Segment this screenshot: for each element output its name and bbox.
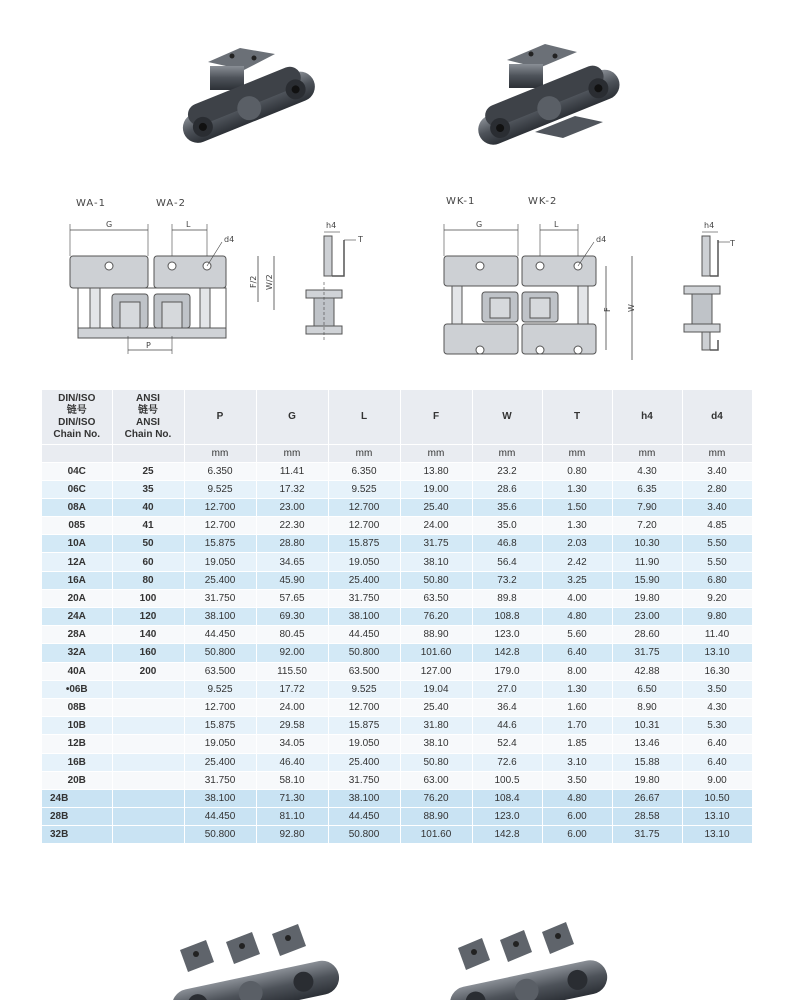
table-row — [42, 535, 752, 553]
ansi-cell: 200 — [112, 662, 184, 680]
value-cell: 1.60 — [542, 698, 612, 716]
wa2-label: WA-2 — [156, 198, 186, 209]
value-cell: 31.750 — [328, 589, 400, 607]
value-cell: 9.525 — [328, 680, 400, 698]
table-row — [42, 517, 752, 535]
value-cell: 25.40 — [400, 698, 472, 716]
value-cell: 7.20 — [612, 517, 682, 535]
value-cell: 31.75 — [612, 644, 682, 662]
value-cell: 17.32 — [256, 480, 328, 498]
value-cell: 25.400 — [328, 571, 400, 589]
value-cell: 38.10 — [400, 735, 472, 753]
value-cell: 9.00 — [682, 771, 752, 789]
value-cell: 108.8 — [472, 608, 542, 626]
value-cell: 23.2 — [472, 462, 542, 480]
value-cell: 34.05 — [256, 735, 328, 753]
ansi-cell — [112, 771, 184, 789]
value-cell: 35.0 — [472, 517, 542, 535]
value-cell: 4.80 — [542, 789, 612, 807]
wk-dim-f: F — [603, 307, 612, 312]
value-cell: 5.50 — [682, 553, 752, 571]
value-cell: 38.100 — [328, 608, 400, 626]
value-cell: 57.65 — [256, 589, 328, 607]
value-cell: 26.67 — [612, 789, 682, 807]
chain-photo-wk — [465, 40, 635, 150]
ansi-cell — [112, 789, 184, 807]
value-cell: 38.10 — [400, 553, 472, 571]
header-d4: d4 — [682, 390, 752, 444]
unit-cell: mm — [256, 444, 328, 462]
value-cell: 2.80 — [682, 480, 752, 498]
table-row — [42, 571, 752, 589]
value-cell: 10.50 — [682, 789, 752, 807]
value-cell: 50.800 — [328, 826, 400, 844]
value-cell: 76.20 — [400, 789, 472, 807]
table-units-row — [42, 444, 752, 462]
value-cell: 29.58 — [256, 717, 328, 735]
header-f: F — [400, 390, 472, 444]
value-cell: 16.30 — [682, 662, 752, 680]
value-cell: 44.450 — [328, 626, 400, 644]
value-cell: 31.750 — [328, 771, 400, 789]
wk-dim-d4: d4 — [596, 235, 607, 244]
wa-dim-t: T — [358, 235, 363, 244]
wk2-label: WK-2 — [528, 196, 558, 207]
value-cell: 13.80 — [400, 462, 472, 480]
value-cell: 6.35 — [612, 480, 682, 498]
ansi-cell: 50 — [112, 535, 184, 553]
value-cell: 6.80 — [682, 571, 752, 589]
value-cell: 19.050 — [184, 553, 256, 571]
value-cell: 31.750 — [184, 589, 256, 607]
ansi-cell — [112, 735, 184, 753]
wk-dim-t: T — [730, 239, 735, 248]
ansi-cell: 25 — [112, 462, 184, 480]
wa-attachment-diagram — [40, 190, 380, 365]
ansi-cell: 140 — [112, 626, 184, 644]
value-cell: 15.875 — [184, 717, 256, 735]
value-cell: 31.75 — [612, 826, 682, 844]
table-row — [42, 626, 752, 644]
value-cell: 92.80 — [256, 826, 328, 844]
table-body — [42, 462, 752, 844]
value-cell: 52.4 — [472, 735, 542, 753]
value-cell: 76.20 — [400, 608, 472, 626]
value-cell: 58.10 — [256, 771, 328, 789]
value-cell: 50.80 — [400, 571, 472, 589]
ansi-cell: 160 — [112, 644, 184, 662]
value-cell: 6.40 — [542, 644, 612, 662]
value-cell: 46.8 — [472, 535, 542, 553]
wa-dim-h4: h4 — [326, 221, 337, 230]
value-cell: 8.00 — [542, 662, 612, 680]
value-cell: 5.60 — [542, 626, 612, 644]
value-cell: 4.85 — [682, 517, 752, 535]
value-cell: 0.80 — [542, 462, 612, 480]
value-cell: 142.8 — [472, 644, 542, 662]
unit-cell-empty — [42, 444, 112, 462]
value-cell: 1.85 — [542, 735, 612, 753]
value-cell: 25.400 — [328, 753, 400, 771]
value-cell: 123.0 — [472, 626, 542, 644]
value-cell: 19.00 — [400, 480, 472, 498]
header-g: G — [256, 390, 328, 444]
chain-no-cell: 12A — [42, 553, 112, 571]
chain-photo-wa — [170, 40, 330, 150]
value-cell: 15.875 — [184, 535, 256, 553]
value-cell: 19.04 — [400, 680, 472, 698]
header-l: L — [328, 390, 400, 444]
roller-chain-attachment-image — [170, 40, 330, 150]
header-w: W — [472, 390, 542, 444]
ansi-cell — [112, 753, 184, 771]
chain-no-cell: 08B — [42, 698, 112, 716]
value-cell: 15.875 — [328, 717, 400, 735]
value-cell: 17.72 — [256, 680, 328, 698]
value-cell: 72.6 — [472, 753, 542, 771]
table-row — [42, 644, 752, 662]
value-cell: 92.00 — [256, 644, 328, 662]
value-cell: 31.75 — [400, 535, 472, 553]
value-cell: 100.5 — [472, 771, 542, 789]
header-din-iso: DIN/ISO 链号 DIN/ISO Chain No. — [42, 390, 112, 444]
value-cell: 38.100 — [184, 608, 256, 626]
value-cell: 15.875 — [328, 535, 400, 553]
value-cell: 9.525 — [184, 680, 256, 698]
wa1-label: WA-1 — [76, 198, 106, 209]
value-cell: 4.30 — [612, 462, 682, 480]
value-cell: 73.2 — [472, 571, 542, 589]
value-cell: 69.30 — [256, 608, 328, 626]
value-cell: 35.6 — [472, 498, 542, 516]
value-cell: 31.80 — [400, 717, 472, 735]
value-cell: 28.6 — [472, 480, 542, 498]
value-cell: 25.400 — [184, 753, 256, 771]
unit-cell: mm — [682, 444, 752, 462]
table-row — [42, 589, 752, 607]
chain-no-cell: 10A — [42, 535, 112, 553]
wa-dim-g: G — [106, 220, 113, 229]
value-cell: 25.40 — [400, 498, 472, 516]
ansi-cell — [112, 717, 184, 735]
ansi-cell — [112, 698, 184, 716]
value-cell: 19.050 — [184, 735, 256, 753]
value-cell: 63.00 — [400, 771, 472, 789]
value-cell: 50.80 — [400, 753, 472, 771]
table-row — [42, 608, 752, 626]
unit-cell: mm — [184, 444, 256, 462]
value-cell: 13.10 — [682, 644, 752, 662]
value-cell: 2.42 — [542, 553, 612, 571]
value-cell: 23.00 — [612, 608, 682, 626]
value-cell: 101.60 — [400, 644, 472, 662]
value-cell: 88.90 — [400, 808, 472, 826]
value-cell: 6.350 — [328, 462, 400, 480]
unit-cell: mm — [472, 444, 542, 462]
table-row — [42, 753, 752, 771]
value-cell: 9.525 — [328, 480, 400, 498]
value-cell: 44.450 — [184, 808, 256, 826]
wk-dim-g: G — [476, 220, 483, 229]
wa-dim-d4: d4 — [224, 235, 235, 244]
table-row — [42, 789, 752, 807]
ansi-cell: 40 — [112, 498, 184, 516]
unit-cell: mm — [612, 444, 682, 462]
header-h4: h4 — [612, 390, 682, 444]
value-cell: 4.00 — [542, 589, 612, 607]
value-cell: 19.80 — [612, 589, 682, 607]
table-row — [42, 498, 752, 516]
chain-no-cell: 24B — [42, 789, 112, 807]
ansi-cell — [112, 808, 184, 826]
value-cell: 2.03 — [542, 535, 612, 553]
chain-no-cell: 10B — [42, 717, 112, 735]
value-cell: 6.40 — [682, 753, 752, 771]
value-cell: 3.40 — [682, 498, 752, 516]
table-row — [42, 698, 752, 716]
chain-photo-bottom-left — [160, 920, 340, 1000]
ansi-cell — [112, 680, 184, 698]
value-cell: 6.350 — [184, 462, 256, 480]
ansi-cell: 60 — [112, 553, 184, 571]
chain-no-cell: •06B — [42, 680, 112, 698]
value-cell: 11.90 — [612, 553, 682, 571]
value-cell: 12.700 — [328, 498, 400, 516]
table-row — [42, 826, 752, 844]
chain-no-cell: 32B — [42, 826, 112, 844]
ansi-cell: 100 — [112, 589, 184, 607]
value-cell: 1.30 — [542, 517, 612, 535]
value-cell: 11.41 — [256, 462, 328, 480]
chain-no-cell: 08A — [42, 498, 112, 516]
value-cell: 71.30 — [256, 789, 328, 807]
wa-dim-l: L — [186, 220, 191, 229]
chain-no-cell: 06C — [42, 480, 112, 498]
chain-no-cell: 24A — [42, 608, 112, 626]
value-cell: 127.00 — [400, 662, 472, 680]
chain-no-cell: 085 — [42, 517, 112, 535]
value-cell: 12.700 — [184, 698, 256, 716]
chain-spec-table — [42, 390, 753, 844]
value-cell: 12.700 — [328, 698, 400, 716]
ansi-cell: 41 — [112, 517, 184, 535]
wk-dim-h4: h4 — [704, 221, 715, 230]
unit-cell: mm — [400, 444, 472, 462]
table-row — [42, 662, 752, 680]
value-cell: 13.10 — [682, 808, 752, 826]
chain-no-cell: 20A — [42, 589, 112, 607]
table-row — [42, 717, 752, 735]
chain-no-cell: 28B — [42, 808, 112, 826]
value-cell: 3.50 — [682, 680, 752, 698]
value-cell: 28.60 — [612, 626, 682, 644]
value-cell: 50.800 — [184, 644, 256, 662]
table-header-row — [42, 390, 752, 444]
value-cell: 4.80 — [542, 608, 612, 626]
value-cell: 25.400 — [184, 571, 256, 589]
wa-dim-p: P — [146, 341, 151, 350]
table-row — [42, 808, 752, 826]
value-cell: 8.90 — [612, 698, 682, 716]
value-cell: 9.80 — [682, 608, 752, 626]
value-cell: 44.6 — [472, 717, 542, 735]
value-cell: 9.525 — [184, 480, 256, 498]
value-cell: 24.00 — [400, 517, 472, 535]
value-cell: 11.40 — [682, 626, 752, 644]
value-cell: 24.00 — [256, 698, 328, 716]
value-cell: 89.8 — [472, 589, 542, 607]
value-cell: 19.050 — [328, 553, 400, 571]
value-cell: 6.00 — [542, 808, 612, 826]
value-cell: 5.50 — [682, 535, 752, 553]
ansi-cell — [112, 826, 184, 844]
value-cell: 101.60 — [400, 826, 472, 844]
value-cell: 34.65 — [256, 553, 328, 571]
ansi-cell: 120 — [112, 608, 184, 626]
value-cell: 1.50 — [542, 498, 612, 516]
value-cell: 23.00 — [256, 498, 328, 516]
value-cell: 28.80 — [256, 535, 328, 553]
value-cell: 179.0 — [472, 662, 542, 680]
chain-no-cell: 12B — [42, 735, 112, 753]
chain-photo-bottom-right — [440, 916, 610, 1000]
value-cell: 45.90 — [256, 571, 328, 589]
table-row — [42, 480, 752, 498]
table-row — [42, 735, 752, 753]
value-cell: 42.88 — [612, 662, 682, 680]
header-t: T — [542, 390, 612, 444]
value-cell: 3.10 — [542, 753, 612, 771]
value-cell: 22.30 — [256, 517, 328, 535]
value-cell: 63.500 — [184, 662, 256, 680]
unit-cell: mm — [328, 444, 400, 462]
value-cell: 1.70 — [542, 717, 612, 735]
table-row — [42, 553, 752, 571]
value-cell: 10.31 — [612, 717, 682, 735]
value-cell: 15.88 — [612, 753, 682, 771]
value-cell: 31.750 — [184, 771, 256, 789]
value-cell: 38.100 — [328, 789, 400, 807]
roller-chain-attachment-image — [465, 40, 635, 150]
value-cell: 5.30 — [682, 717, 752, 735]
wa-dim-w2: W/2 — [265, 274, 274, 290]
value-cell: 1.30 — [542, 680, 612, 698]
chain-no-cell: 32A — [42, 644, 112, 662]
value-cell: 12.700 — [328, 517, 400, 535]
wk1-label: WK-1 — [446, 196, 476, 207]
table-row — [42, 771, 752, 789]
chain-no-cell: 28A — [42, 626, 112, 644]
value-cell: 9.20 — [682, 589, 752, 607]
wk-dim-l: L — [554, 220, 559, 229]
chain-no-cell: 04C — [42, 462, 112, 480]
table-row — [42, 680, 752, 698]
roller-chain-attachment-image — [440, 916, 610, 1000]
ansi-cell: 80 — [112, 571, 184, 589]
value-cell: 63.500 — [328, 662, 400, 680]
value-cell: 19.050 — [328, 735, 400, 753]
value-cell: 142.8 — [472, 826, 542, 844]
value-cell: 19.80 — [612, 771, 682, 789]
value-cell: 7.90 — [612, 498, 682, 516]
value-cell: 46.40 — [256, 753, 328, 771]
value-cell: 6.00 — [542, 826, 612, 844]
chain-no-cell: 40A — [42, 662, 112, 680]
value-cell: 38.100 — [184, 789, 256, 807]
value-cell: 63.50 — [400, 589, 472, 607]
header-ansi: ANSI 链号 ANSI Chain No. — [112, 390, 184, 444]
value-cell: 108.4 — [472, 789, 542, 807]
value-cell: 3.25 — [542, 571, 612, 589]
unit-cell-empty — [112, 444, 184, 462]
value-cell: 80.45 — [256, 626, 328, 644]
value-cell: 81.10 — [256, 808, 328, 826]
ansi-cell: 35 — [112, 480, 184, 498]
value-cell: 44.450 — [328, 808, 400, 826]
value-cell: 36.4 — [472, 698, 542, 716]
chain-no-cell: 20B — [42, 771, 112, 789]
wk-dim-w: W — [627, 304, 636, 312]
header-p: P — [184, 390, 256, 444]
unit-cell: mm — [542, 444, 612, 462]
chain-no-cell: 16B — [42, 753, 112, 771]
value-cell: 50.800 — [328, 644, 400, 662]
value-cell: 15.90 — [612, 571, 682, 589]
roller-chain-attachment-image — [160, 920, 340, 1000]
value-cell: 4.30 — [682, 698, 752, 716]
wa-dim-f2: F/2 — [249, 275, 258, 288]
value-cell: 27.0 — [472, 680, 542, 698]
value-cell: 28.58 — [612, 808, 682, 826]
value-cell: 50.800 — [184, 826, 256, 844]
value-cell: 115.50 — [256, 662, 328, 680]
value-cell: 88.90 — [400, 626, 472, 644]
value-cell: 3.40 — [682, 462, 752, 480]
value-cell: 6.40 — [682, 735, 752, 753]
value-cell: 10.30 — [612, 535, 682, 553]
value-cell: 123.0 — [472, 808, 542, 826]
value-cell: 13.46 — [612, 735, 682, 753]
value-cell: 44.450 — [184, 626, 256, 644]
value-cell: 12.700 — [184, 498, 256, 516]
value-cell: 12.700 — [184, 517, 256, 535]
chain-no-cell: 16A — [42, 571, 112, 589]
value-cell: 56.4 — [472, 553, 542, 571]
value-cell: 1.30 — [542, 480, 612, 498]
value-cell: 13.10 — [682, 826, 752, 844]
value-cell: 6.50 — [612, 680, 682, 698]
table-row — [42, 462, 752, 480]
value-cell: 3.50 — [542, 771, 612, 789]
wk-attachment-diagram — [410, 190, 760, 375]
